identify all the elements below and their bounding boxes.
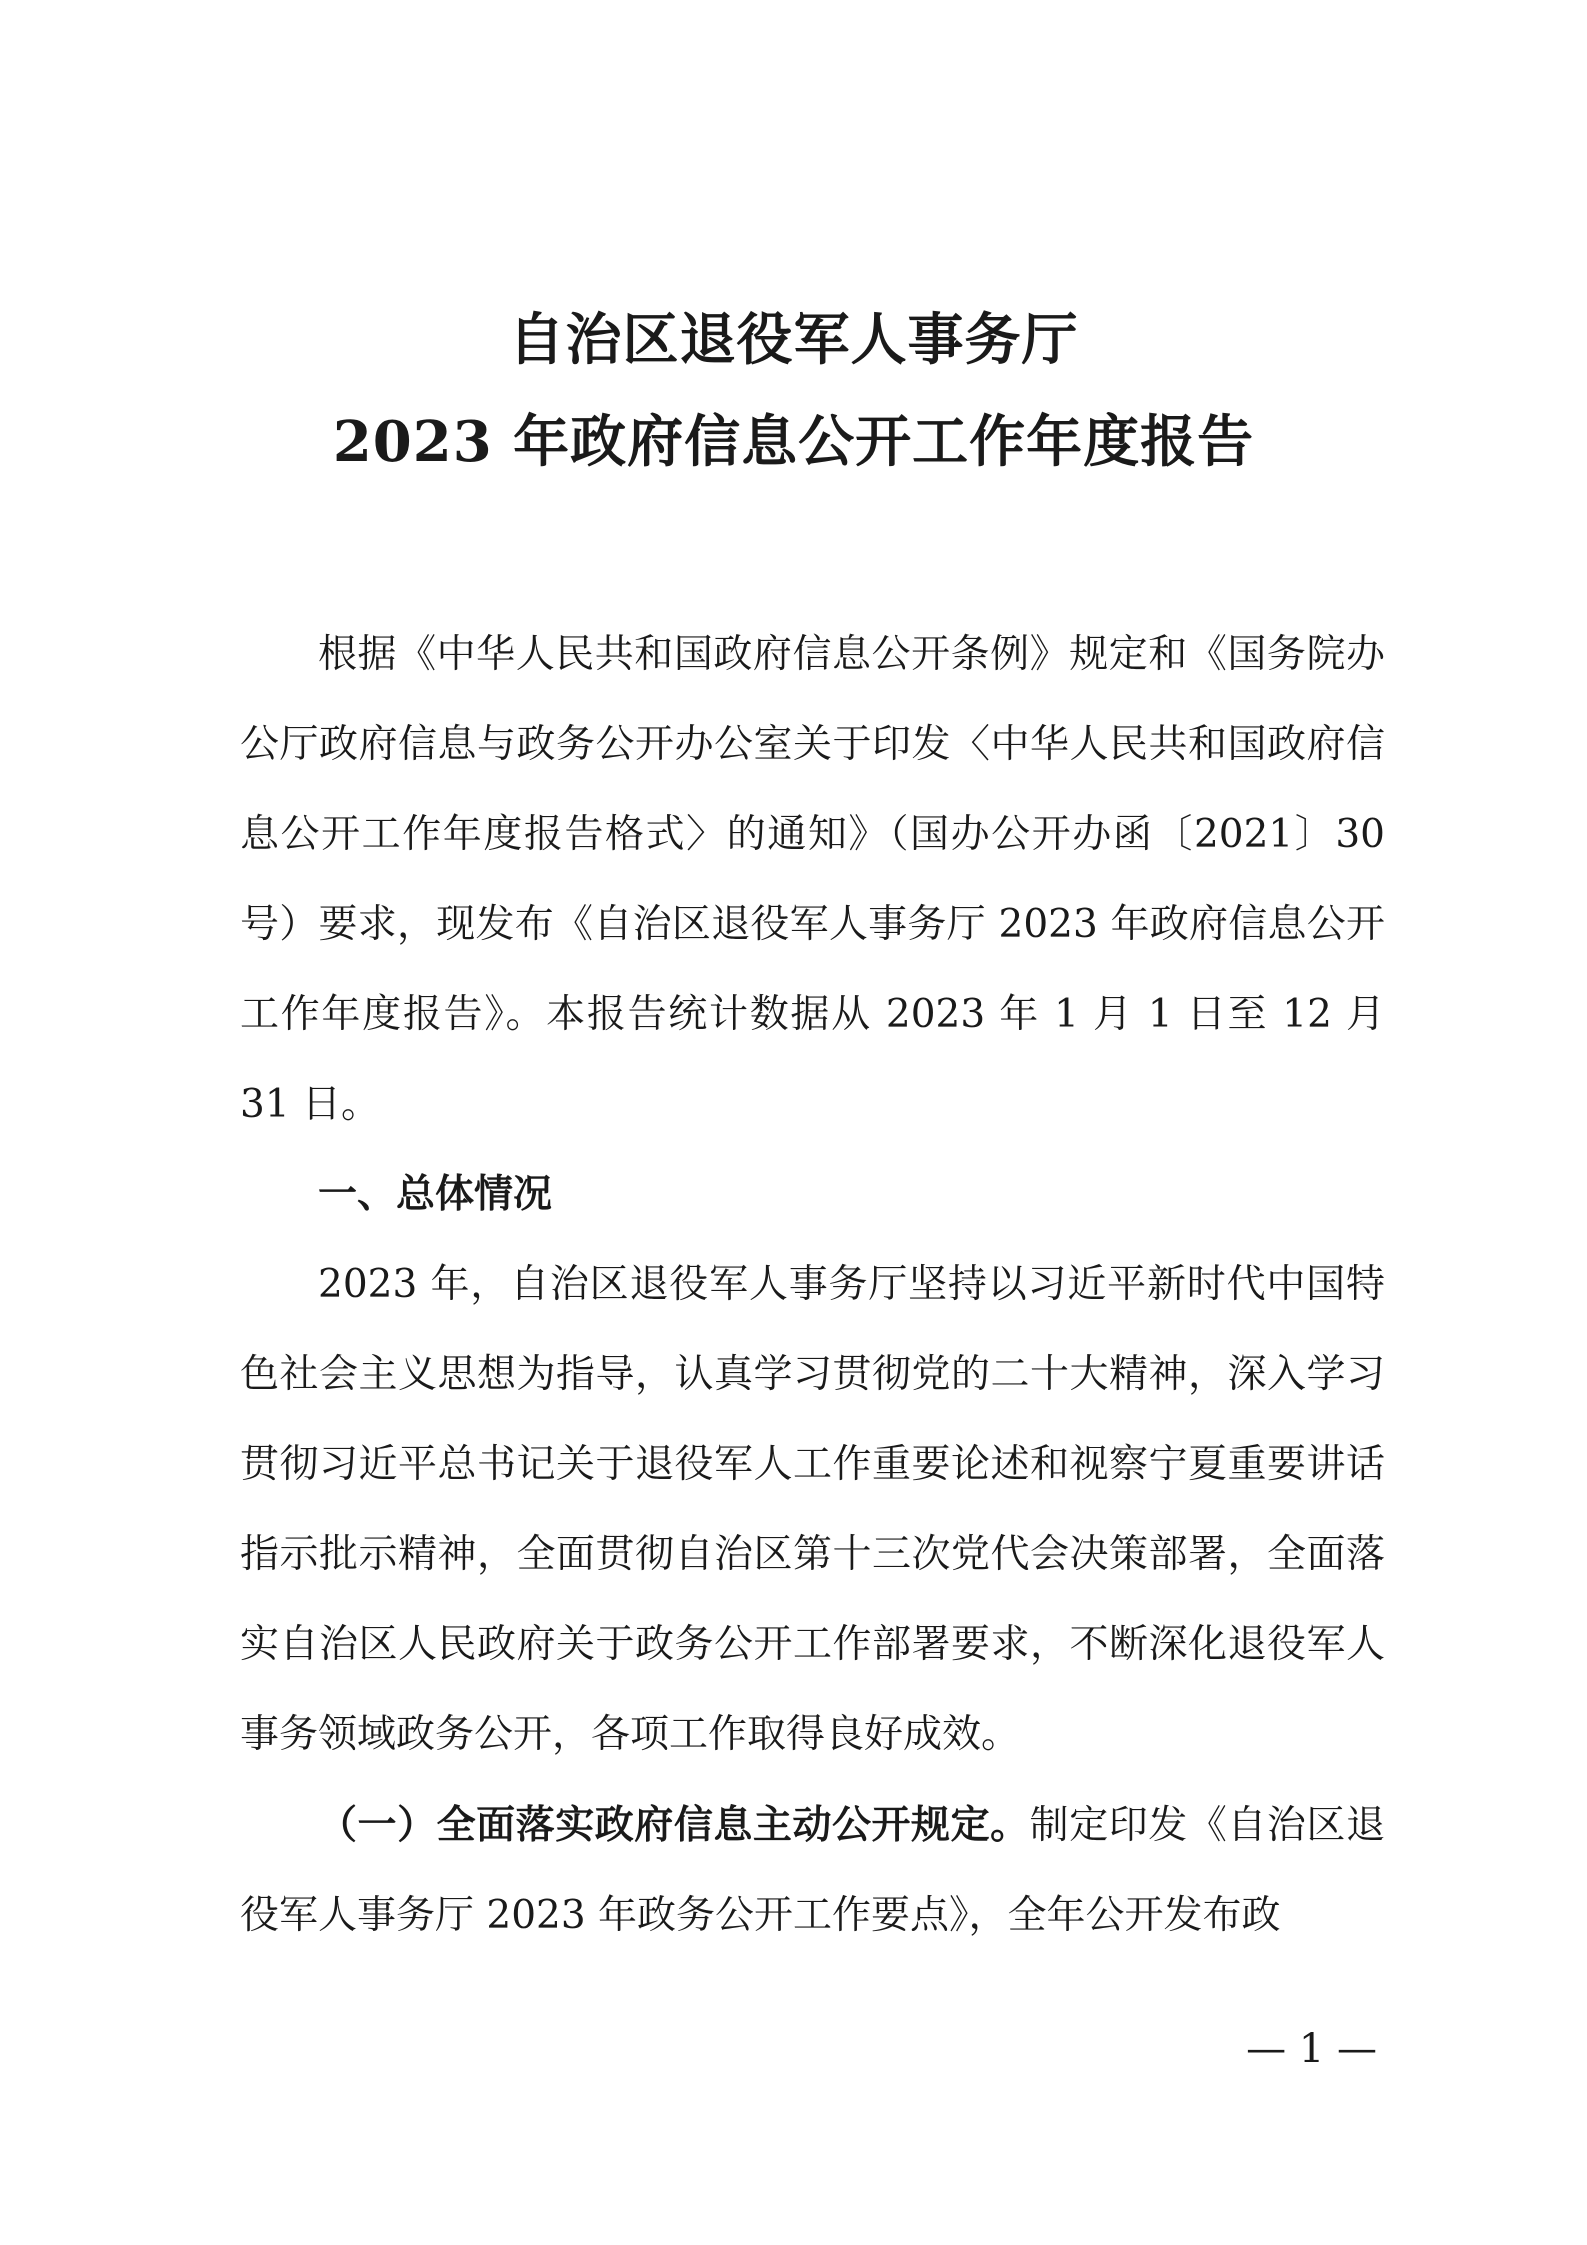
document-title-line-1: 自治区退役军人事务厅: [508, 307, 1079, 373]
page-number: — 1 —: [1246, 2026, 1377, 2072]
intro-paragraph: 根据《中华人民共和国政府信息公开条例》规定和《国务院办公厅政府信息与政务公开办公室关于印发〈中华人民共和国政府信息公开工作年度报告格式〉的通知》（国办公开办函〔2021〕30 号）要求，现发布《自治区退役军人事务厅 2023 年政府信息公开工作年度报告》。本报告统计数据从 2023 年 1 月 1 日至 12 月 31 日。: [240, 632, 1385, 1127]
subsection-paragraph: [240, 1780, 1385, 1961]
document-title-line-2: 2023 年政府信息公开工作年度报告: [332, 409, 1255, 475]
subsection-heading: （一）全面落实政府信息主动公开规定。: [318, 1802, 1030, 1848]
document-body: [240, 610, 1385, 1961]
section-heading-overview: 一、总体情况: [318, 1172, 553, 1217]
subsection-text: 制定印发《自治区退役军人事务厅 2023 年政务公开工作要点》，全年公开发布政: [240, 1803, 1385, 1938]
overview-paragraph: 2023 年，自治区退役军人事务厅坚持以习近平新时代中国特色社会主义思想为指导，认真学习贯彻党的二十大精神，深入学习贯彻习近平总书记关于退役军人工作重要论述和视察宁夏重要讲话指示批示精神，全面贯彻自治区第十三次党代会决策部署，全面落实自治区人民政府关于政务公开工作部署要求，不断深化退役军人事务领域政务公开，各项工作取得良好成效。: [240, 1262, 1385, 1757]
